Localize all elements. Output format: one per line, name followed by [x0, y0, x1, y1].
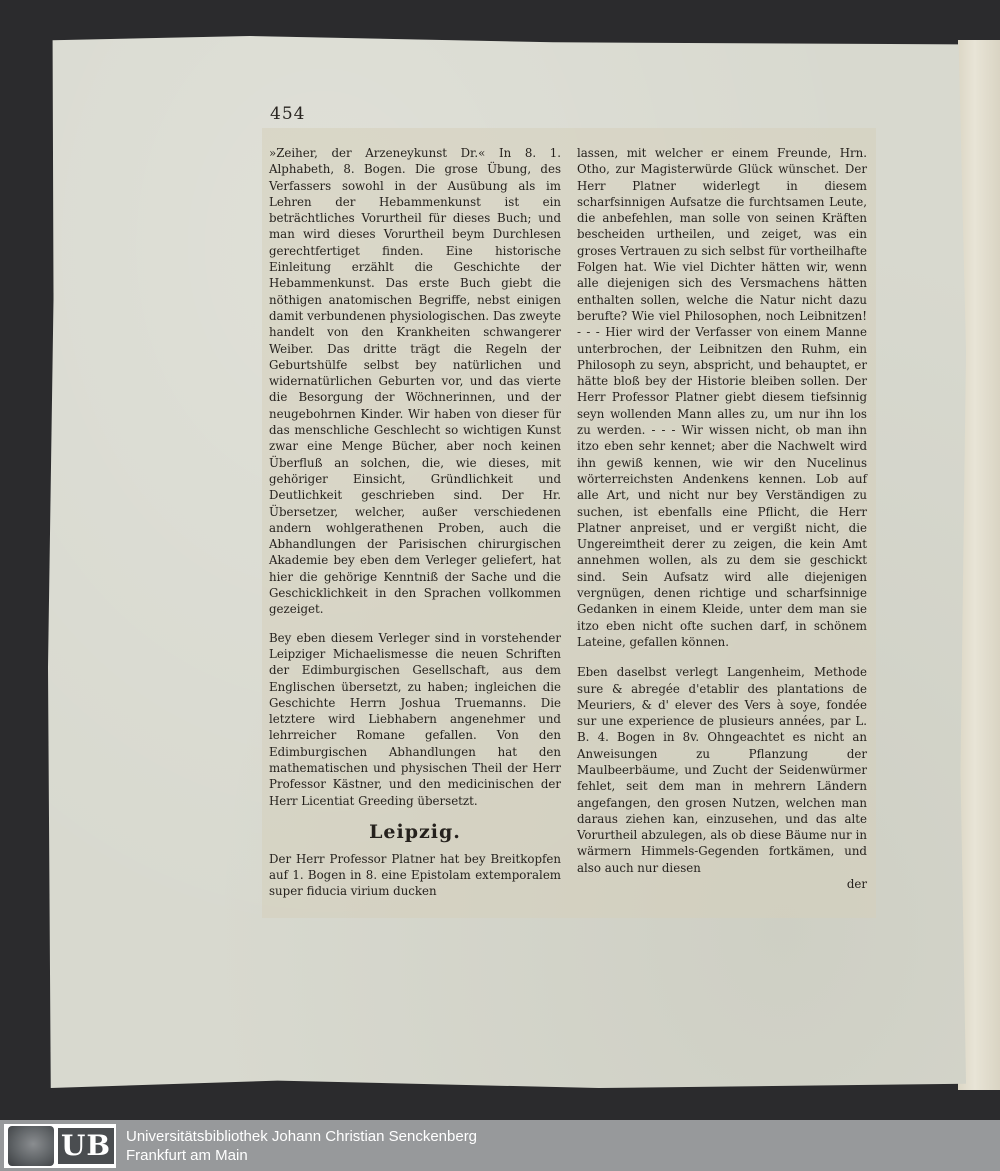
right-column [577, 145, 867, 892]
left-paragraph-1: »Zeiher, der Arzeneykunst Dr.« In 8. 1. Alphabeth, 8. Bogen. Die grose Übung, des Verfassers sowohl in der Ausübung als im Lehren der Hebammenkunst ist ein beträchtliches Vorurtheil für dieses Buch; und man wird dieses Vorurtheil beym Durchlesen gerechtfertiget finden. Eine historische Einleitung erzählt die Geschichte der Hebammenkunst. Das erste Buch giebt die nöthigen anatomischen Begriffe, nebst einigen damit verbundenen physiologischen. Das zweyte handelt von den Krankheiten schwangerer Weiber. Das dritte trägt die Regeln der Geburtshülfe selbst bey natürlichen und widernatürlichen Geburten vor, und das vierte die Besorgung der Wöchnerinnen, und der neugebohrnen Kinder. Wir haben von dieser für das menschliche Geschlecht so wichtigen Kunst zwar eine Menge Bücher, aber noch keinen Überfluß an solchen, die, wie dieses, mit gehöriger Einsicht, Gründlichkeit und Deutlichkeit geschrieben sind. Der Hr. Übersetzer, welcher, außer verschiedenen andern wohlgerathenen Proben, auch die Abhandlungen der Parisischen chirurgischen Akademie bey eben dem Verleger geliefert, hat hier die gehörige Kenntniß der Sache und die Geschicklichkeit in den Sprachen vollkommen gezeiget. [269, 146, 561, 617]
institution-location: Frankfurt am Main [126, 1147, 248, 1164]
right-paragraph-1: lassen, mit welcher er einem Freunde, Hrn. Otho, zur Magisterwürde Glück wünschet. Der Herr Platner widerlegt in diesem scharfsinnigen Aufsatze die furchtsamen Leute, die anbefehlen, man solle von seinen Kräften bescheiden urtheilen, und zeiget, was ein groses Vertrauen zu sich selbst für vortheilhafte Folgen hat. Wie viel Dichter hätten wir, wenn alle diejenigen sich des Versmachens hätten enthalten sollen, welche die Natur nicht dazu berufte? Wie viel Philosophen, noch Leibnitzen! - - - Hier wird der Verfasser von einem Manne unterbrochen, der Leibnitzen den Ruhm, ein Philosoph zu seyn, abspricht, und behauptet, er hätte bloß bey der Historie bleiben sollen. Der Herr Professor Platner giebt diesem tiefsinnig seyn wollenden Mann alles zu, um nur ihn los zu werden. - - - Wir wissen nicht, ob man ihn itzo eben sehr kennet; aber die Nachwelt wird ihn gewiß kennen, wie wir den Nucelinus wörterreichsten Andenkens kennen. Lob auf alle Art, und nicht nur bey Verständigen zu suchen, ist ebenfalls eine Pflicht, die Herr Platner anpreiset, und er vergißt nicht, die Ungereimtheit derer zu zeigen, die kein Amt annehmen wollen, als zu dem sie geschickt sind. Sein Aufsatz wird alle diejenigen vergnügen, denen richtige und scharfsinnige Gedanken in einem Kleide, unter dem man sie itzo eben nicht ofte suchen darf, in schönem Lateine, gefallen können. [577, 146, 867, 649]
adjacent-page-edge [958, 40, 1000, 1090]
portrait-icon [8, 1126, 54, 1166]
catchword: der [846, 877, 867, 892]
left-column [269, 145, 561, 900]
institution-name: Universitätsbibliothek Johann Christian Senckenberg [126, 1128, 478, 1145]
right-paragraph-2: Eben daselbst verlegt Langenheim, Methode sure & abregée d'etablir des plantations de Meuriers, & d' elever des Vers à soye, fondée sur une experience de plusieurs années, par L. B. 4. Bogen in 8v. Ohngeachtet es nicht an Anweisungen zu Pflanzung der Maulbeerbäume, und Zucht der Seidenwürmer fehlet, seit dem man in mehrern Ländern angefangen, den grosen Nutzen, welchen man daraus ziehen kan, einzusehen, und das alte Vorurtheil abzulegen, als ob diese Bäume nur in wärmern Himmels-Gegenden fortkämen, und also auch nur diesen [577, 665, 867, 875]
left-paragraph-3: Der Herr Professor Platner hat bey Breitkopfen auf 1. Bogen in 8. eine Epistolam extemporalem super fiducia virium ducken [269, 851, 561, 899]
left-paragraph-2: Bey eben diesem Verleger sind in vorstehender Leipziger Michaelismesse die neuen Schriften der Edimburgischen Gesellschaft, aus dem Englischen übersetzt, zu haben; ingleichen die Geschichte Herrn Joshua Truemanns. Die letztere wird Liebhabern angenehmer und lehrreicher Romane gefallen. Von den Edimburgischen Abhandlungen hat den mathematischen und physischen Theil der Herr Professor Kästner, und den medicinischen der Herr Licentiat Greeding übersetzt. [269, 630, 561, 808]
section-heading-leipzig: Leipzig. [369, 820, 461, 843]
ub-logo-text: UB [58, 1128, 114, 1164]
page-number: 454 [270, 104, 306, 124]
